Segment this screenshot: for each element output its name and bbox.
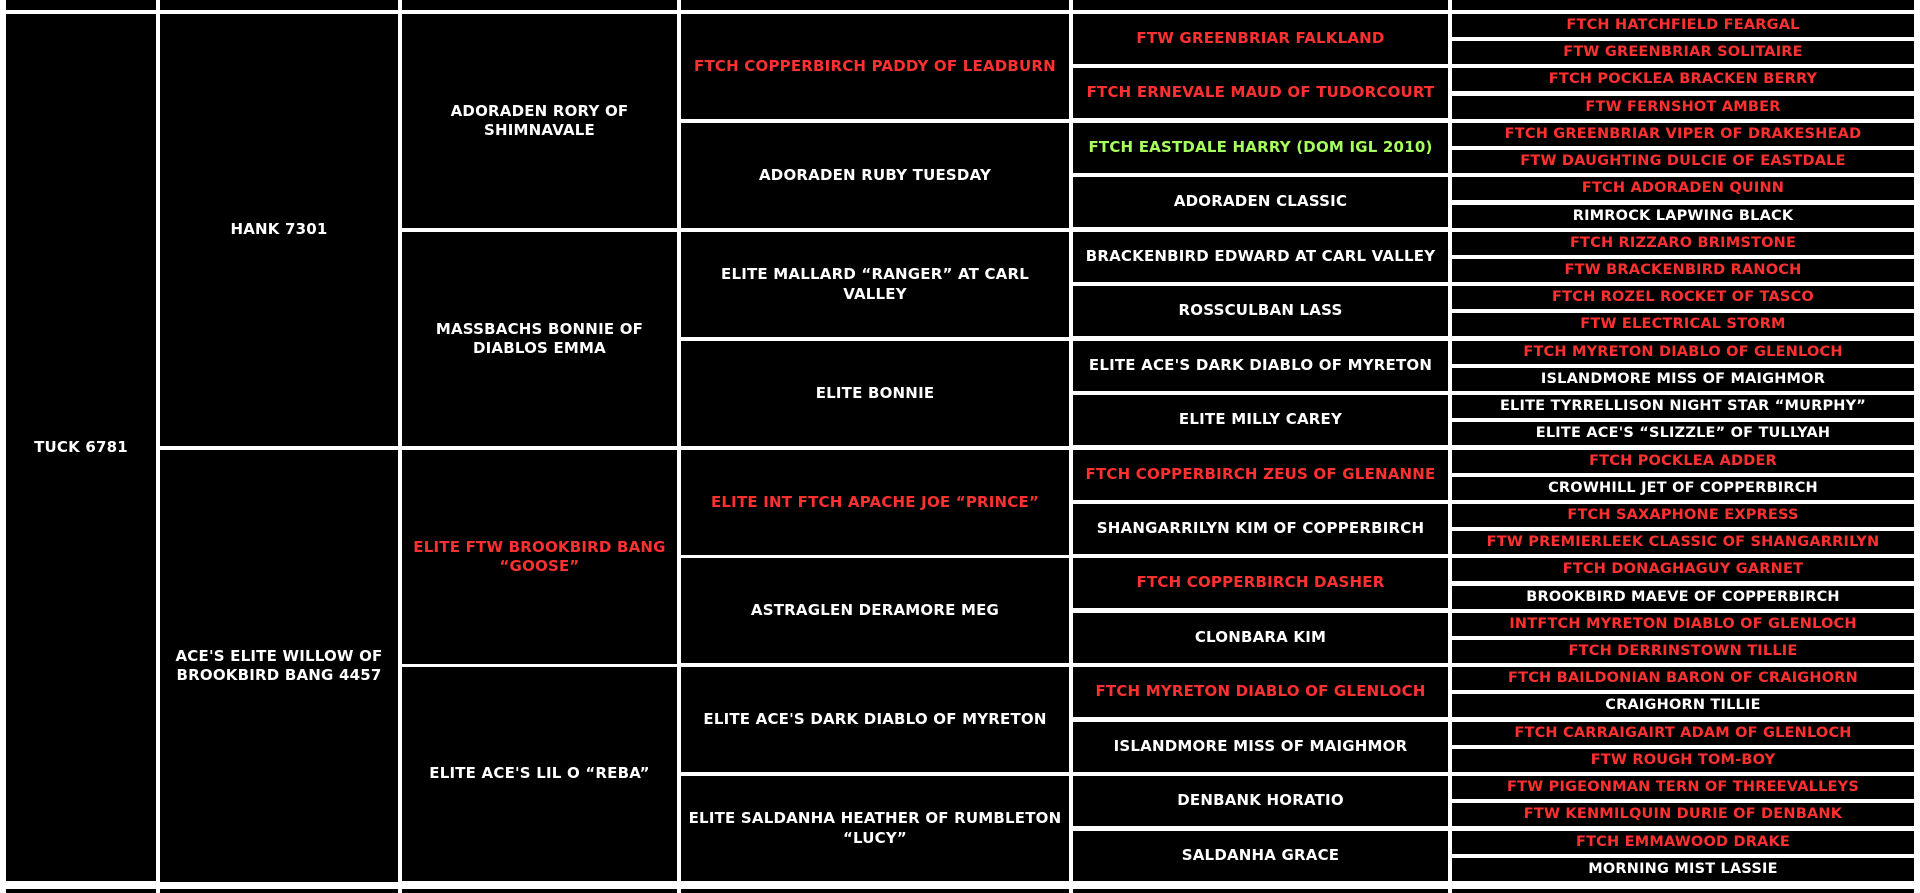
pedigree-entry-gen2: HANK 7301 bbox=[160, 14, 398, 446]
pedigree-entry-gen6: FTW PREMIERLEEK CLASSIC OF SHANGARRILYN bbox=[1452, 531, 1914, 554]
table-edge-band bbox=[6, 0, 156, 10]
table-edge-band bbox=[681, 0, 1069, 10]
pedigree-entry-gen4: ELITE ACE'S DARK DIABLO OF MYRETON bbox=[681, 667, 1069, 772]
pedigree-entry-gen6: FTW BRACKENBIRD RANOCH bbox=[1452, 259, 1914, 282]
table-edge-band bbox=[1452, 889, 1914, 893]
pedigree-entry-gen5: BRACKENBIRD EDWARD AT CARL VALLEY bbox=[1073, 232, 1448, 282]
pedigree-entry-gen6: FTCH ADORADEN QUINN bbox=[1452, 177, 1914, 200]
pedigree-entry-gen4: ELITE SALDANHA HEATHER OF RUMBLETON “LUCY” bbox=[681, 776, 1069, 881]
pedigree-entry-gen5: FTCH MYRETON DIABLO OF GLENLOCH bbox=[1073, 667, 1448, 717]
pedigree-entry-gen3: ELITE ACE'S LIL O “REBA” bbox=[402, 667, 677, 881]
pedigree-entry-gen4: ELITE MALLARD “RANGER” AT CARL VALLEY bbox=[681, 232, 1069, 337]
pedigree-entry-gen2: ACE'S ELITE WILLOW OF BROOKBIRD BANG 4457 bbox=[160, 450, 398, 882]
pedigree-entry-gen3: MASSBACHS BONNIE OF DIABLOS EMMA bbox=[402, 232, 677, 446]
pedigree-entry-gen4: ASTRAGLEN DERAMORE MEG bbox=[681, 558, 1069, 663]
pedigree-entry-gen6: FTW ROUGH TOM-BOY bbox=[1452, 749, 1914, 772]
pedigree-entry-gen6: FTCH HATCHFIELD FEARGAL bbox=[1452, 14, 1914, 37]
pedigree-entry-gen6: FTCH EMMAWOOD DRAKE bbox=[1452, 831, 1914, 854]
table-edge-band bbox=[402, 889, 677, 893]
table-edge-band bbox=[160, 0, 398, 10]
pedigree-entry-gen5: FTCH COPPERBIRCH ZEUS OF GLENANNE bbox=[1073, 450, 1448, 500]
pedigree-entry-gen6: MORNING MIST LASSIE bbox=[1452, 858, 1914, 881]
table-edge-band bbox=[1452, 0, 1914, 10]
pedigree-entry-gen3: ELITE FTW BROOKBIRD BANG “GOOSE” bbox=[402, 450, 677, 664]
pedigree-entry-gen6: FTCH DONAGHAGUY GARNET bbox=[1452, 558, 1914, 581]
pedigree-entry-gen5: FTW GREENBRIAR FALKLAND bbox=[1073, 14, 1448, 64]
pedigree-entry-gen5: ELITE MILLY CAREY bbox=[1073, 395, 1448, 445]
table-edge-band bbox=[681, 889, 1069, 893]
pedigree-entry-gen4: ELITE BONNIE bbox=[681, 341, 1069, 446]
pedigree-entry-gen6: FTCH POCKLEA ADDER bbox=[1452, 450, 1914, 473]
pedigree-entry-gen6: FTW KENMILQUIN DURIE OF DENBANK bbox=[1452, 803, 1914, 826]
pedigree-entry-gen6: RIMROCK LAPWING BLACK bbox=[1452, 205, 1914, 228]
pedigree-entry-gen6: FTCH CARRAIGAIRT ADAM OF GLENLOCH bbox=[1452, 722, 1914, 745]
pedigree-entry-gen6: FTW FERNSHOT AMBER bbox=[1452, 96, 1914, 119]
pedigree-entry-gen5: CLONBARA KIM bbox=[1073, 613, 1448, 663]
table-edge-band bbox=[402, 0, 677, 10]
pedigree-entry-gen6: INTFTCH MYRETON DIABLO OF GLENLOCH bbox=[1452, 613, 1914, 636]
table-edge-band bbox=[6, 889, 156, 893]
pedigree-entry-gen4: ADORADEN RUBY TUESDAY bbox=[681, 123, 1069, 228]
pedigree-entry-gen5: ISLANDMORE MISS OF MAIGHMOR bbox=[1073, 722, 1448, 772]
pedigree-entry-gen6: CRAIGHORN TILLIE bbox=[1452, 694, 1914, 717]
pedigree-entry-gen6: FTCH POCKLEA BRACKEN BERRY bbox=[1452, 68, 1914, 91]
pedigree-entry-gen5: ADORADEN CLASSIC bbox=[1073, 177, 1448, 227]
pedigree-entry-gen4: FTCH COPPERBIRCH PADDY OF LEADBURN bbox=[681, 14, 1069, 119]
pedigree-entry-gen6: ISLANDMORE MISS OF MAIGHMOR bbox=[1452, 368, 1914, 391]
table-edge-band bbox=[1073, 889, 1448, 893]
pedigree-entry-gen6: FTW PIGEONMAN TERN OF THREEVALLEYS bbox=[1452, 776, 1914, 799]
pedigree-entry-gen6: FTW GREENBRIAR SOLITAIRE bbox=[1452, 41, 1914, 64]
pedigree-entry-gen5: ELITE ACE'S DARK DIABLO OF MYRETON bbox=[1073, 341, 1448, 391]
pedigree-entry-gen6: FTCH SAXAPHONE EXPRESS bbox=[1452, 504, 1914, 527]
pedigree-entry-gen5: FTCH COPPERBIRCH DASHER bbox=[1073, 558, 1448, 608]
pedigree-entry-gen6: FTCH RIZZARO BRIMSTONE bbox=[1452, 232, 1914, 255]
pedigree-entry-gen5: ROSSCULBAN LASS bbox=[1073, 286, 1448, 336]
pedigree-entry-gen6: FTCH GREENBRIAR VIPER OF DRAKESHEAD bbox=[1452, 123, 1914, 146]
pedigree-entry-gen6: FTCH MYRETON DIABLO OF GLENLOCH bbox=[1452, 341, 1914, 364]
pedigree-entry-gen5: DENBANK HORATIO bbox=[1073, 776, 1448, 826]
pedigree-entry-gen6: BROOKBIRD MAEVE OF COPPERBIRCH bbox=[1452, 586, 1914, 609]
pedigree-entry-gen5: SALDANHA GRACE bbox=[1073, 831, 1448, 881]
pedigree-entry-gen5: FTCH EASTDALE HARRY (DOM IGL 2010) bbox=[1073, 123, 1448, 173]
pedigree-entry-gen6: ELITE ACE'S “SLIZZLE” OF TULLYAH bbox=[1452, 422, 1914, 445]
pedigree-entry-gen3: ADORADEN RORY OF SHIMNAVALE bbox=[402, 14, 677, 228]
pedigree-entry-gen5: SHANGARRILYN KIM OF COPPERBIRCH bbox=[1073, 504, 1448, 554]
pedigree-entry-gen6: ELITE TYRRELLISON NIGHT STAR “MURPHY” bbox=[1452, 395, 1914, 418]
pedigree-entry-gen4: ELITE INT FTCH APACHE JOE “PRINCE” bbox=[681, 450, 1069, 555]
pedigree-entry-gen1: TUCK 6781 bbox=[6, 14, 156, 881]
table-edge-band bbox=[1073, 0, 1448, 10]
pedigree-entry-gen6: FTW DAUGHTING DULCIE OF EASTDALE bbox=[1452, 150, 1914, 173]
pedigree-entry-gen6: FTCH BAILDONIAN BARON OF CRAIGHORN bbox=[1452, 667, 1914, 690]
pedigree-entry-gen5: FTCH ERNEVALE MAUD OF TUDORCOURT bbox=[1073, 68, 1448, 118]
pedigree-entry-gen6: FTCH ROZEL ROCKET OF TASCO bbox=[1452, 286, 1914, 309]
table-edge-band bbox=[160, 889, 398, 893]
pedigree-entry-gen6: FTCH DERRINSTOWN TILLIE bbox=[1452, 640, 1914, 663]
pedigree-entry-gen6: FTW ELECTRICAL STORM bbox=[1452, 313, 1914, 336]
pedigree-entry-gen6: CROWHILL JET OF COPPERBIRCH bbox=[1452, 477, 1914, 500]
